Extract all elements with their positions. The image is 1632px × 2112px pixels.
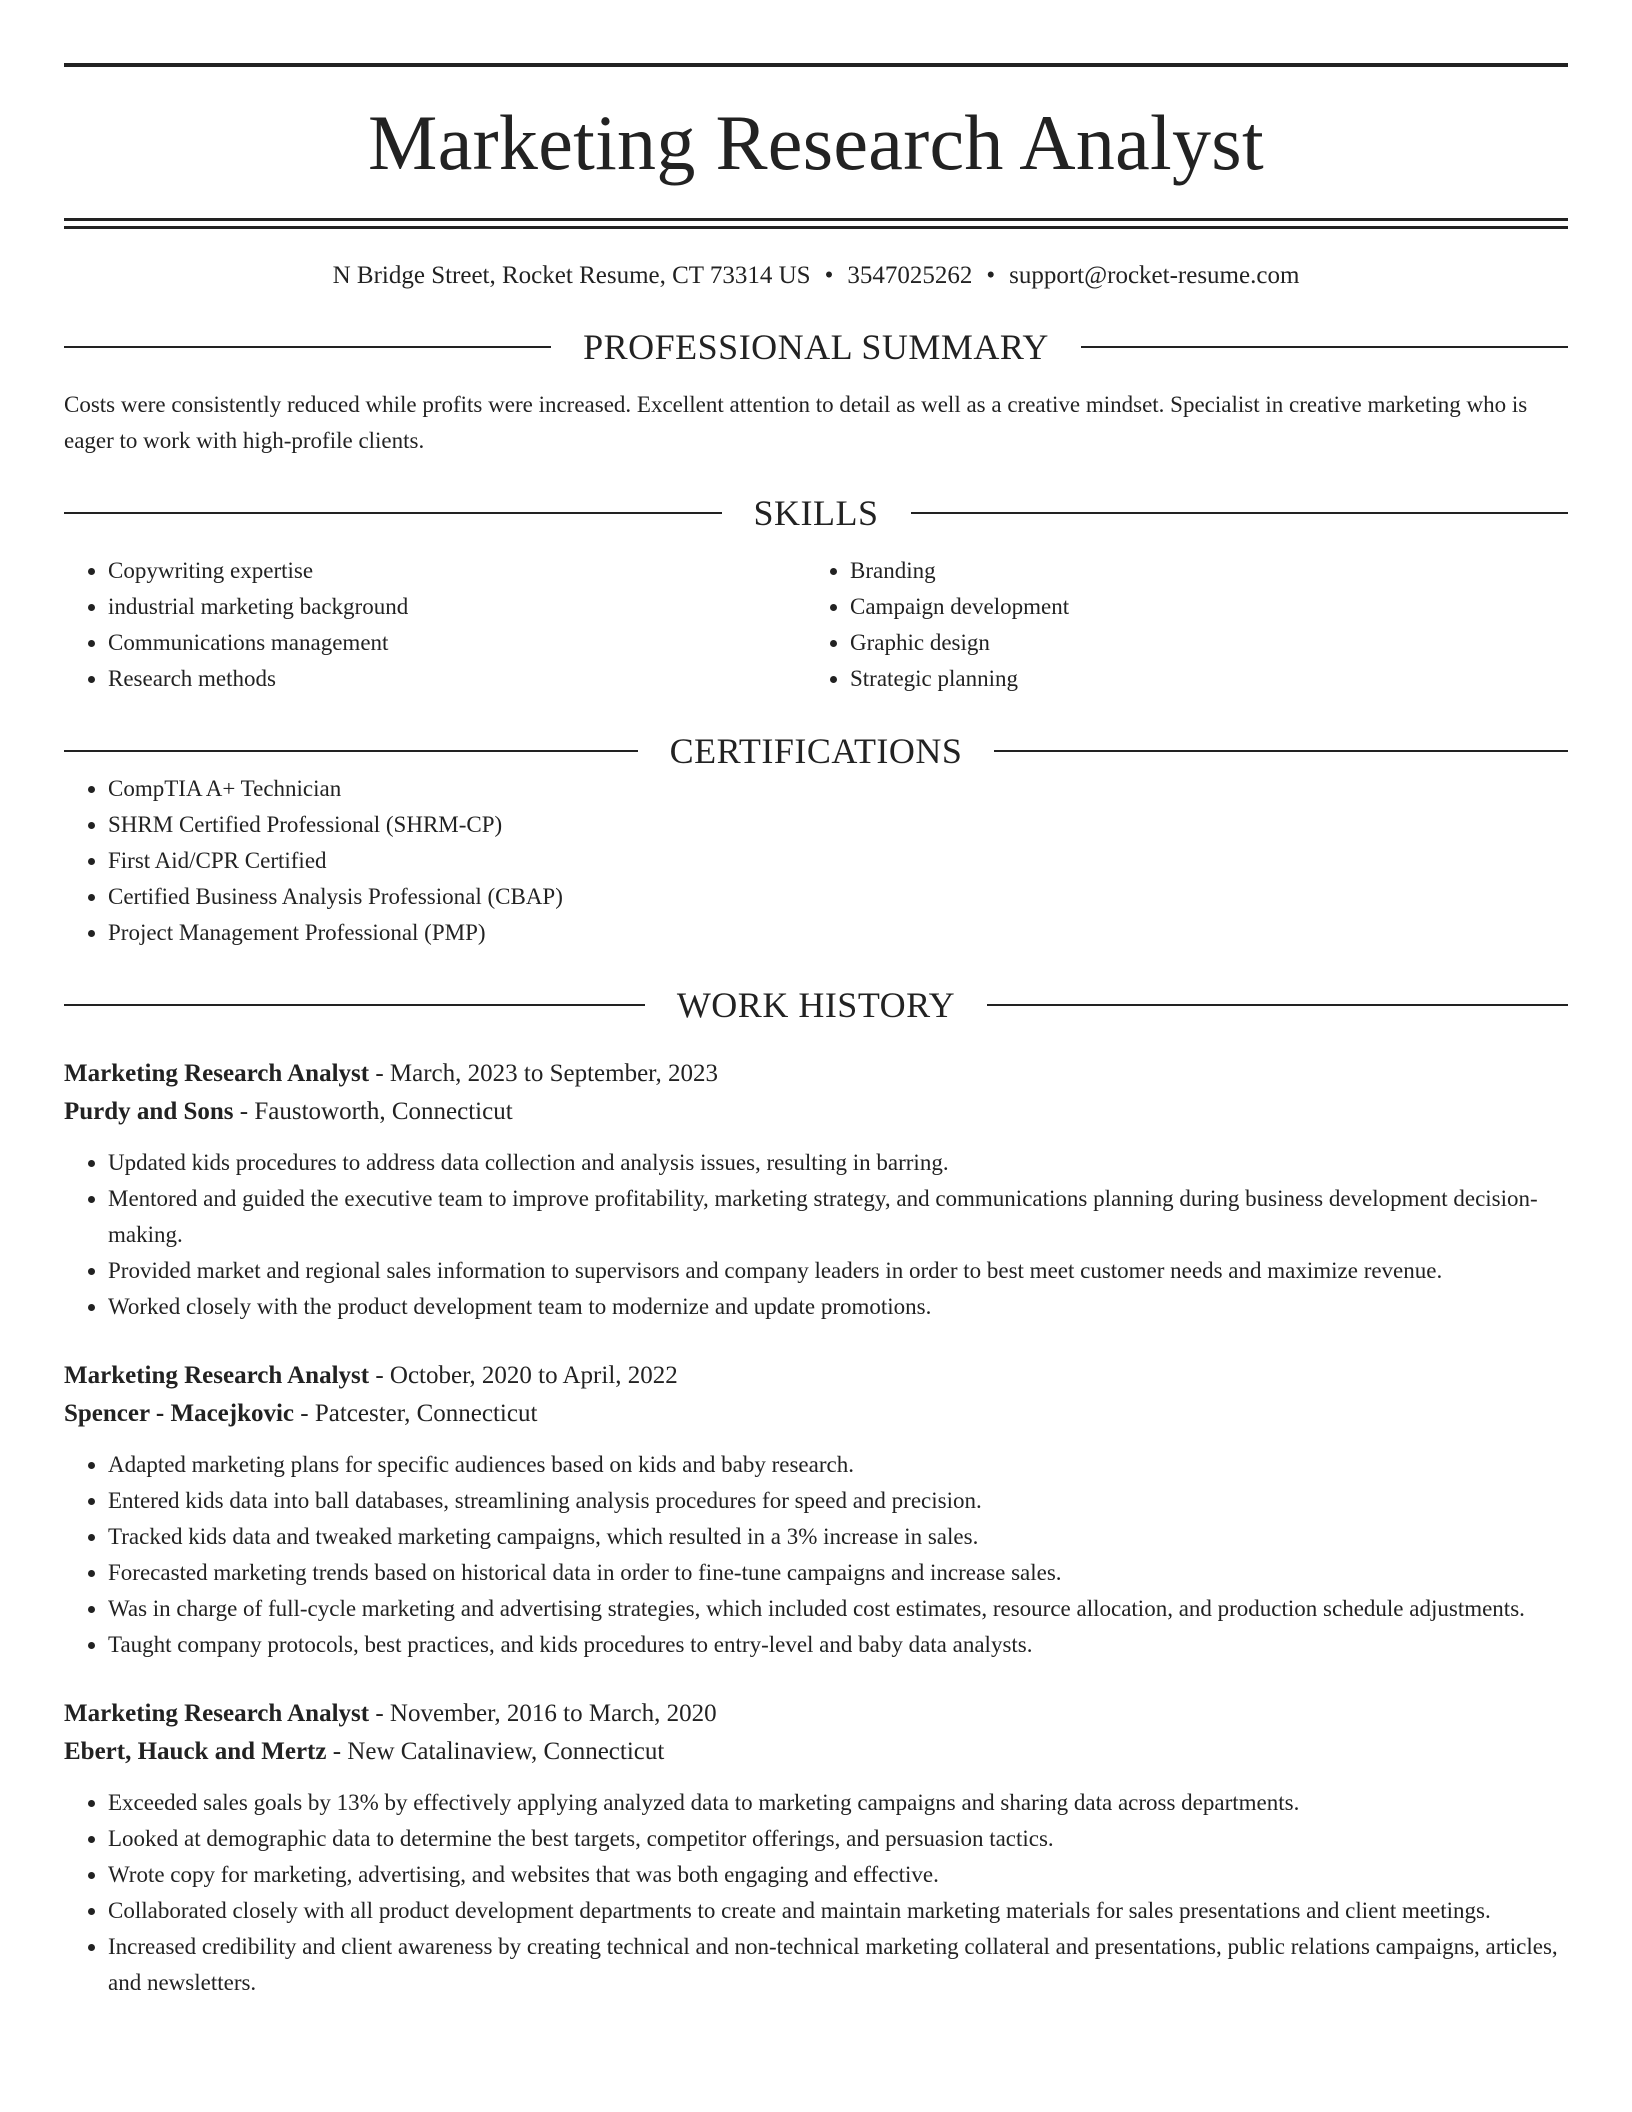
contact-separator: • xyxy=(986,262,996,289)
job-bullet: • Looked at demographic data to determine the best targets, competitor offerings, and persuasion tactics. xyxy=(108,1821,1568,1857)
job-company-line: Purdy and Sons - Faustoworth, Connecticut xyxy=(64,1098,513,1125)
job-bullets xyxy=(64,1145,1568,1325)
job-entry xyxy=(64,1357,1568,1663)
job-bullets xyxy=(64,1785,1568,2001)
contact-line xyxy=(64,259,1568,293)
job-dates: November, 2016 to March, 2020 xyxy=(389,1700,717,1727)
job-dates: October, 2020 to April, 2022 xyxy=(389,1362,678,1389)
job-bullet: • Taught company protocols, best practices, and kids procedures to entry-level and baby data analysts. xyxy=(108,1627,1568,1663)
skill-item: • Branding xyxy=(850,553,1548,589)
resume-title: Marketing Research Analyst xyxy=(368,99,1264,186)
job-company: Spencer - Macejkovic xyxy=(64,1400,295,1427)
job-dates: March, 2023 to September, 2023 xyxy=(389,1060,719,1087)
divider-line xyxy=(911,512,1569,514)
certification-item: • Certified Business Analysis Professional (CBAP) xyxy=(108,879,1568,915)
divider-line xyxy=(1081,346,1568,348)
job-title-line: Marketing Research Analyst - November, 2016 to March, 2020 xyxy=(64,1700,717,1727)
job-company-line: Spencer - Macejkovic - Patcester, Connecticut xyxy=(64,1400,538,1427)
contact-email: support@rocket-resume.com xyxy=(1009,262,1300,289)
section-title: CERTIFICATIONS xyxy=(669,731,963,771)
section-heading-skills xyxy=(64,493,1568,533)
job-title-line: Marketing Research Analyst - October, 2020 to April, 2022 xyxy=(64,1362,678,1389)
certification-item: • CompTIA A+ Technician xyxy=(108,771,1568,807)
job-location: Faustoworth, Connecticut xyxy=(254,1098,513,1125)
contact-address: N Bridge Street, Rocket Resume, CT 73314 US xyxy=(332,262,811,289)
job-bullets xyxy=(64,1447,1568,1663)
divider-line xyxy=(64,346,551,348)
certification-item: • Project Management Professional (PMP) xyxy=(108,915,1568,951)
job-company-line: Ebert, Hauck and Mertz - New Catalinaview, Connecticut xyxy=(64,1738,665,1765)
job-bullet: • Worked closely with the product development team to modernize and update promotions. xyxy=(108,1289,1568,1325)
job-bullet: • Wrote copy for marketing, advertising, and websites that was both engaging and effective. xyxy=(108,1857,1568,1893)
skill-item: • Campaign development xyxy=(850,589,1548,625)
job-bullet: • Collaborated closely with all product development departments to create and maintain marketing materials for sales presentations and client meetings. xyxy=(108,1893,1568,1929)
job-bullet: • Mentored and guided the executive team to improve profitability, marketing strategy, and communications planning during business development decision-making. xyxy=(108,1181,1568,1253)
job-entry xyxy=(64,1695,1568,2001)
divider-line xyxy=(64,512,722,514)
skills-list xyxy=(64,553,1568,697)
section-heading-summary xyxy=(64,327,1568,367)
job-entry xyxy=(64,1055,1568,1325)
top-rule xyxy=(64,63,1568,67)
contact-phone: 3547025262 xyxy=(847,262,973,289)
divider-line xyxy=(64,750,638,752)
job-title: Marketing Research Analyst xyxy=(64,1700,370,1727)
job-company: Ebert, Hauck and Mertz xyxy=(64,1738,327,1765)
section-heading-certifications xyxy=(64,731,1568,771)
certifications-list xyxy=(64,771,1568,951)
section-title: PROFESSIONAL SUMMARY xyxy=(583,327,1049,367)
job-title: Marketing Research Analyst xyxy=(64,1362,370,1389)
job-location: Patcester, Connecticut xyxy=(314,1400,538,1427)
job-bullet: • Exceeded sales goals by 13% by effectively applying analyzed data to marketing campaigns and sharing data across departments. xyxy=(108,1785,1568,1821)
job-bullet: • Entered kids data into ball databases, streamlining analysis procedures for speed and precision. xyxy=(108,1483,1568,1519)
skills-column-right xyxy=(806,553,1548,697)
title-double-rule xyxy=(64,218,1568,229)
job-bullet: • Adapted marketing plans for specific audiences based on kids and baby research. xyxy=(108,1447,1568,1483)
skill-item: • Strategic planning xyxy=(850,661,1548,697)
divider-line xyxy=(987,1004,1568,1006)
divider-line xyxy=(994,750,1568,752)
certification-item: • First Aid/CPR Certified xyxy=(108,843,1568,879)
summary-text: Costs were consistently reduced while profits were increased. Excellent attention to detail as well as a creative mindset. Specialist in creative marketing who is eager to work with high-profile clients. xyxy=(64,392,1528,453)
divider-line xyxy=(64,1004,645,1006)
job-title: Marketing Research Analyst xyxy=(64,1060,370,1087)
skill-item: • Graphic design xyxy=(850,625,1548,661)
skill-item: • Communications management xyxy=(108,625,806,661)
section-title: WORK HISTORY xyxy=(676,985,956,1025)
skills-column-left xyxy=(64,553,806,697)
job-bullet: • Forecasted marketing trends based on historical data in order to fine-tune campaigns and increase sales. xyxy=(108,1555,1568,1591)
job-bullet: • Updated kids procedures to address data collection and analysis issues, resulting in barring. xyxy=(108,1145,1568,1181)
job-bullet: • Provided market and regional sales information to supervisors and company leaders in order to best meet customer needs and maximize revenue. xyxy=(108,1253,1568,1289)
skill-item: • Research methods xyxy=(108,661,806,697)
skill-item: • industrial marketing background xyxy=(108,589,806,625)
contact-separator: • xyxy=(824,262,834,289)
job-bullet: • Was in charge of full-cycle marketing and advertising strategies, which included cost estimates, resource allocation, and production schedule adjustments. xyxy=(108,1591,1568,1627)
section-title: SKILLS xyxy=(753,493,879,533)
job-company: Purdy and Sons xyxy=(64,1098,234,1125)
job-title-line: Marketing Research Analyst - March, 2023 to September, 2023 xyxy=(64,1060,719,1087)
section-heading-work-history xyxy=(64,985,1568,1025)
skill-item: • Copywriting expertise xyxy=(108,553,806,589)
job-bullet: • Increased credibility and client awareness by creating technical and non-technical marketing collateral and presentations, public relations campaigns, articles, and newsletters. xyxy=(108,1929,1568,2001)
job-bullet: • Tracked kids data and tweaked marketing campaigns, which resulted in a 3% increase in sales. xyxy=(108,1519,1568,1555)
job-location: New Catalinaview, Connecticut xyxy=(347,1738,665,1765)
certification-item: • SHRM Certified Professional (SHRM-CP) xyxy=(108,807,1568,843)
